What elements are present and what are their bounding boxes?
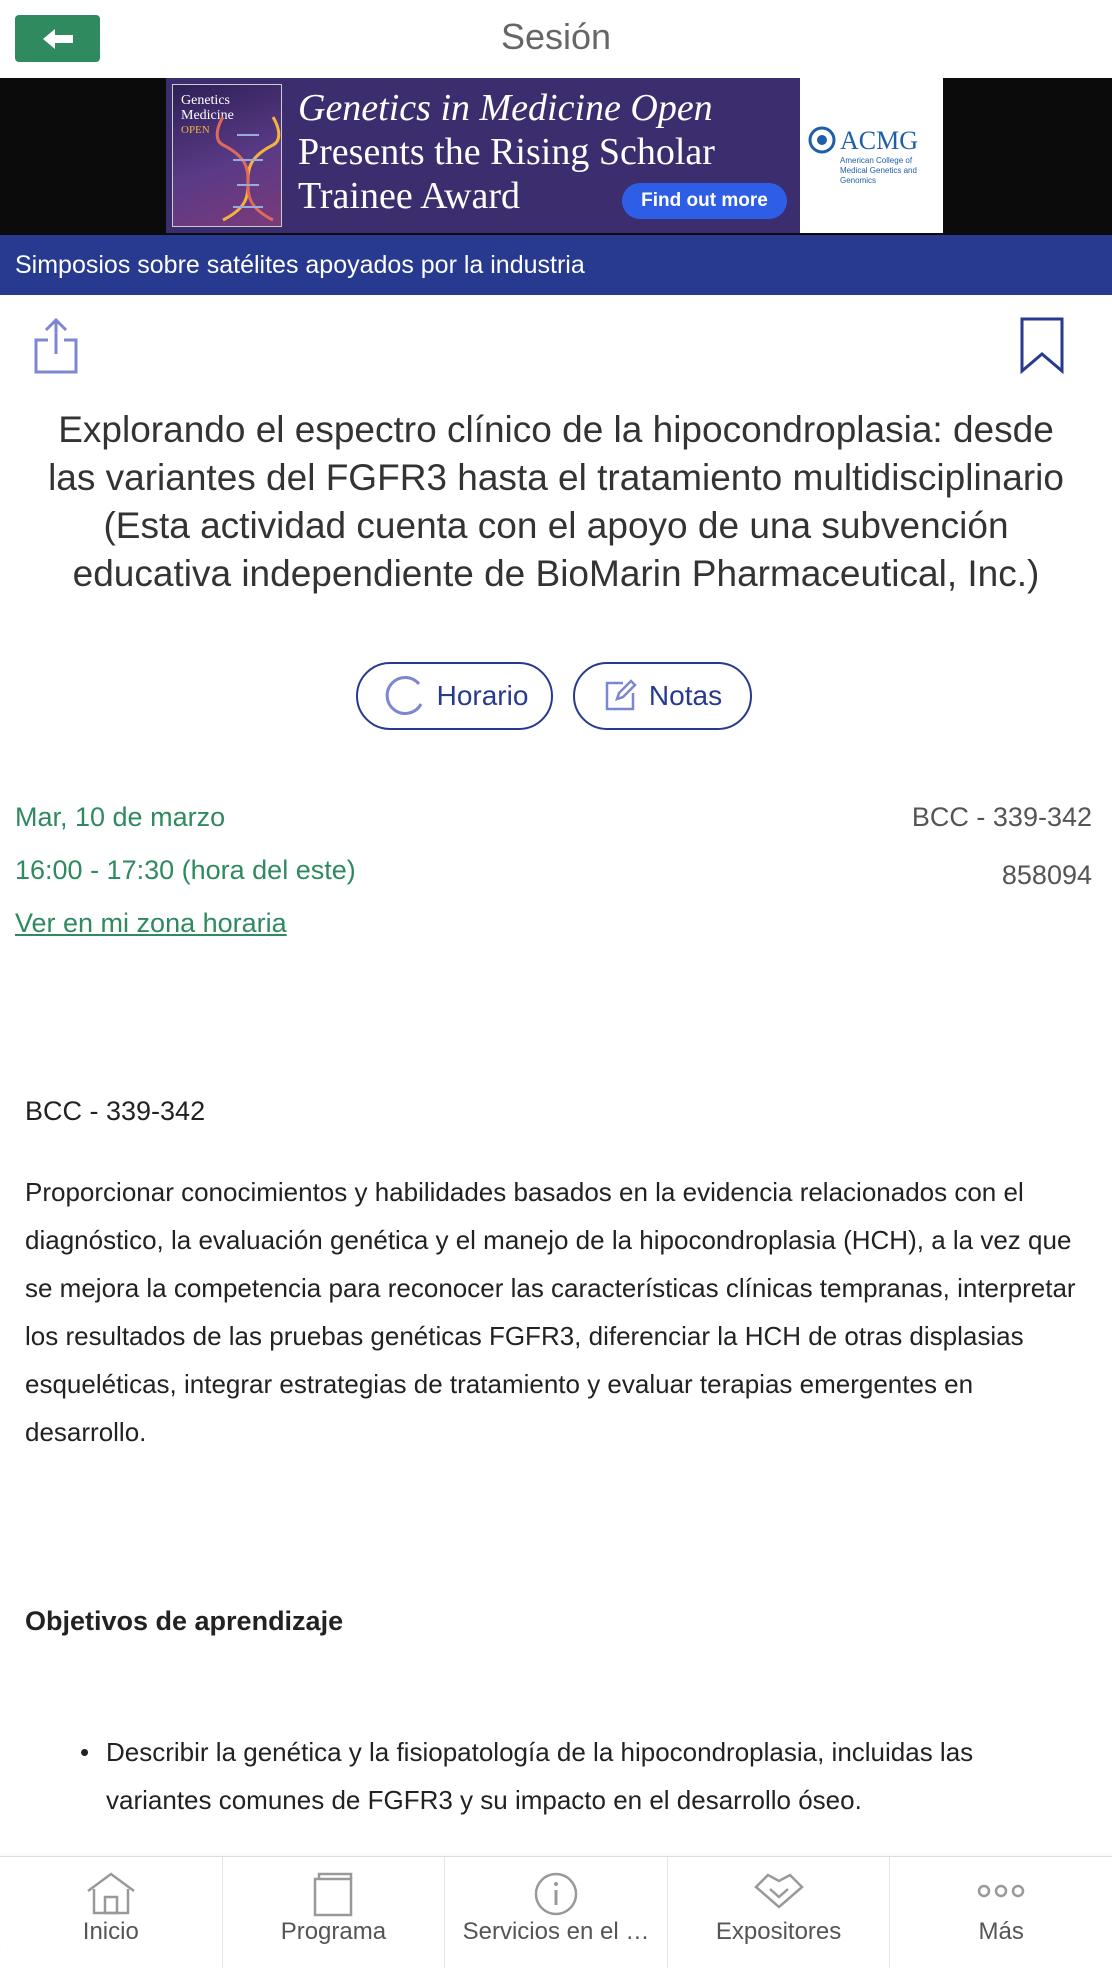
nav-item-expositores[interactable]: Expositores — [668, 1857, 891, 1968]
nav-item-mas[interactable]: Más — [890, 1857, 1112, 1968]
find-out-more-button[interactable]: Find out more — [622, 183, 787, 219]
cover-title: Genetics Medicine — [181, 93, 234, 123]
nav-item-programa[interactable]: Programa — [223, 1857, 446, 1968]
bottom-nav — [0, 1856, 1112, 1968]
banner-main — [166, 78, 800, 233]
sponsor-logo — [800, 78, 943, 233]
schedule-button[interactable] — [356, 662, 553, 730]
handshake-icon — [752, 1871, 806, 1911]
session-title: Explorando el espectro clínico de la hipocondroplasia: desde las variantes del FGFR3 hasta el tratamiento multidisciplinario (Esta actividad cuenta con el apoyo de una subvención educativa independiente de BioMarin Pharmaceutical, Inc.) — [48, 409, 1064, 594]
objectives-heading: Objetivos de aprendizaje — [25, 1606, 344, 1636]
more-icon — [974, 1871, 1028, 1911]
cover-open: OPEN — [181, 124, 210, 136]
sponsor-subtitle: American College of Medical Genetics and Genomics — [840, 156, 917, 185]
notes-button[interactable] — [573, 662, 752, 730]
session-code: 858094 — [1001, 860, 1092, 890]
bookmark-icon[interactable] — [1018, 316, 1066, 374]
ad-banner[interactable] — [166, 78, 943, 233]
book-icon — [311, 1871, 355, 1917]
share-icon[interactable] — [30, 316, 82, 376]
info-icon — [533, 1871, 579, 1917]
edit-icon — [603, 679, 637, 713]
schedule-label: Horario — [436, 680, 529, 711]
notes-label: Notas — [648, 680, 723, 711]
session-description: Proporcionar conocimientos y habilidades basados en la evidencia relacionados con el diagnóstico, la evaluación genética y el manejo de la hipocondroplasia (HCH), a la vez que se mejora la competencia para reconocer las características clínicas tempranas, interpretar los resultados de las pruebas genéticas FGFR3, diferenciar la HCH de otras displasias esqueléticas, integrar estrategias de tratamiento y evaluar terapias emergentes en desarrollo. — [25, 1177, 1076, 1447]
nav-item-servicios[interactable]: Servicios en el … — [445, 1857, 668, 1968]
loading-spinner-icon — [381, 674, 425, 718]
nav-item-inicio[interactable]: Inicio — [0, 1857, 223, 1968]
session-time: 16:00 - 17:30 (hora del este) — [15, 855, 356, 885]
session-date: Mar, 10 de marzo — [15, 802, 226, 832]
sponsor-name: ACMG — [840, 126, 919, 155]
dna-helix-icon — [213, 115, 283, 225]
timezone-link[interactable]: Ver en mi zona horaria — [15, 908, 287, 938]
acmg-logo-icon — [808, 126, 836, 154]
body-room: BCC - 339-342 — [25, 1096, 206, 1126]
objectives-list — [80, 1728, 1080, 1824]
category-bar: Simposios sobre satélites apoyados por la industria — [0, 235, 1112, 295]
banner-headline: Genetics in Medicine Open Presents the Rising Scholar Trainee Award — [298, 87, 715, 217]
journal-cover — [172, 84, 282, 227]
session-room: BCC - 339-342 — [911, 802, 1092, 832]
home-icon — [84, 1871, 138, 1915]
objective-item: • Describir la genética y la fisiopatología de la hipocondroplasia, incluidas las variantes comunes de FGFR3 y su impacto en el desarrollo óseo. — [80, 1728, 1080, 1824]
top-bar — [0, 0, 1112, 78]
page-title: Sesión — [500, 16, 612, 57]
